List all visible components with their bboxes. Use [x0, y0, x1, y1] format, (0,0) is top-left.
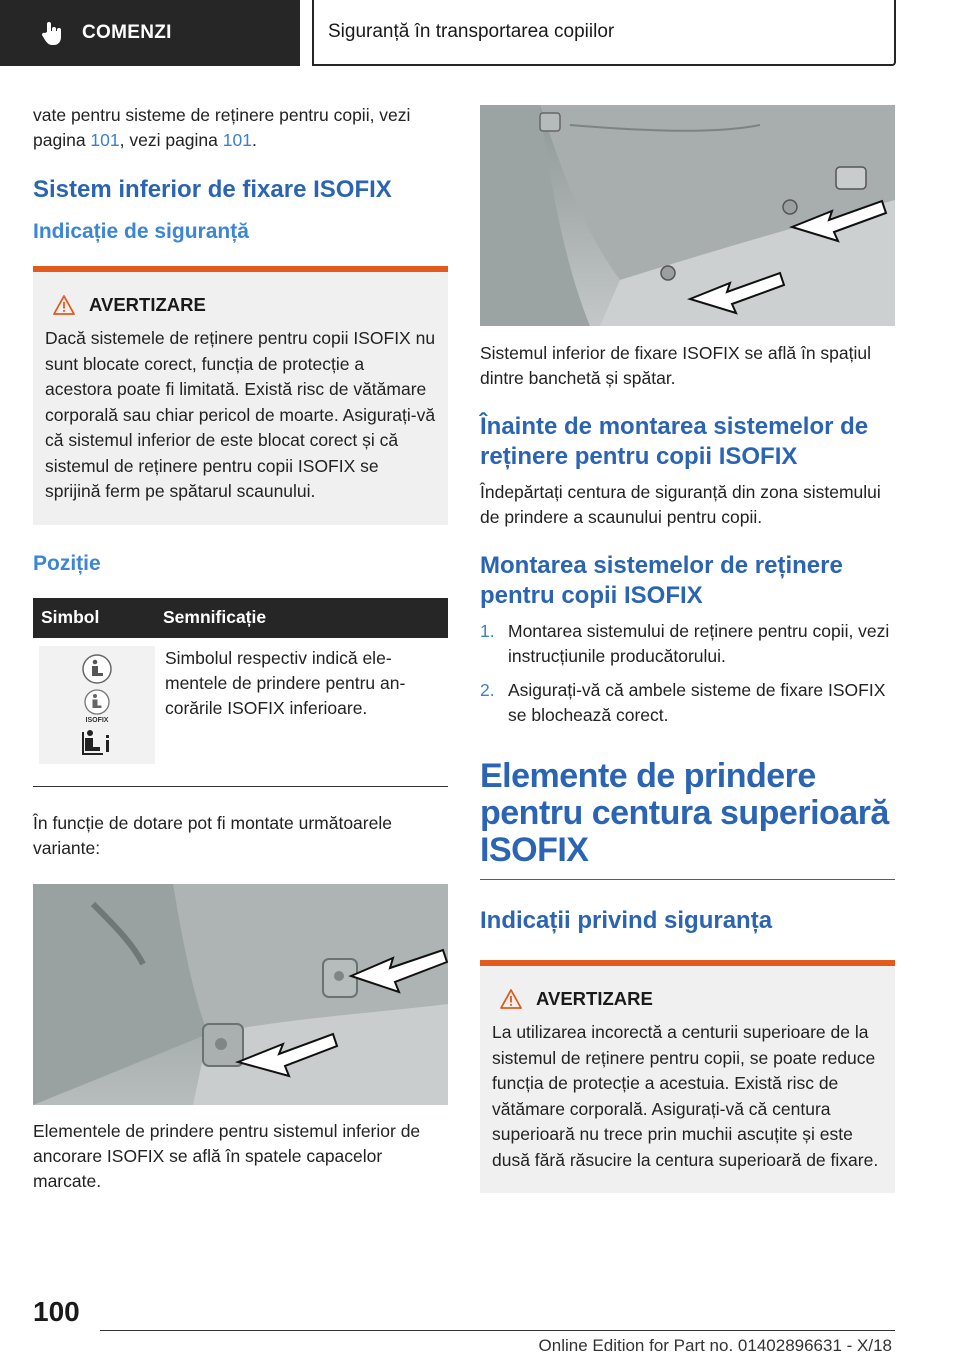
chapter-title: Siguranță în transportarea copiilor	[328, 21, 615, 42]
warning-title: AVERTIZARE	[53, 294, 436, 316]
footer-divider	[100, 1330, 895, 1331]
list-item: 1. Montarea sistemului de reținere pentru copii, vezi instrucțiunile producătorului.	[480, 621, 890, 666]
section-tab[interactable]	[0, 0, 300, 66]
heading-isofix-lower: Sistem inferior de fixare ISOFIX	[33, 176, 392, 203]
isofix-round-icon	[81, 653, 113, 685]
heading-mounting: Montarea sistemelor de reținere pentru copii ISOFIX	[480, 552, 843, 609]
right-column	[480, 105, 895, 1193]
heading-safety-notes: Indicații privind siguranța	[480, 907, 773, 934]
table-header-meaning: Semnificație	[155, 598, 448, 638]
hand-pointer-icon	[38, 19, 66, 47]
heading-position: Poziție	[33, 551, 101, 575]
table-header-symbol: Simbol	[33, 598, 155, 638]
page-link[interactable]: 101	[90, 130, 120, 150]
isofix-info-icon	[81, 728, 113, 756]
symbol-description: Simbolul respectiv indică elementele de prindere pentru ancorările ISOFIX inferioare.	[165, 647, 406, 718]
isofix-symbols	[39, 646, 155, 764]
page-header	[0, 0, 960, 66]
heading-before-mounting: Înainte de montarea sistemelor de reținere pentru copii ISOFIX	[480, 413, 869, 470]
intro-paragraph: vate pentru sisteme de reținere pentru copii, vezi pagina 101, vezi pagina 101.	[33, 105, 411, 150]
isofix-gap-photo	[480, 105, 895, 326]
isofix-seat-icon	[83, 688, 111, 716]
warning-text: La utilizarea incorectă a centurii superioare de la sistemul de reținere pentru copii, se poate reduce funcția de protecție a acestuia. Există risc de vătămare corporală. Asigurați-vă că centura superioară nu trece prin muchii ascuțite și este dusă fără răsucire la centura superioară de fixare.	[492, 1022, 879, 1170]
isofix-covers-photo	[33, 884, 448, 1105]
table-row	[33, 638, 448, 774]
left-column	[33, 100, 448, 1194]
section-title: COMENZI	[82, 22, 172, 43]
variants-paragraph: În funcție de dotare pot fi montate următoarele variante:	[33, 812, 392, 858]
isofix-label: ISOFIX	[85, 717, 109, 725]
covers-caption: Elementele de prindere pentru sistemul inferior de ancorare ISOFIX se află în spatele capacelor marcate.	[33, 1120, 421, 1191]
warning-text: Dacă sistemele de reținere pentru copii ISOFIX nu sunt blocate corect, funcția de protecție a acestora poate fi limitată. Există risc de vătămare corporală sau chiar pericol de moarte. Asigurați-vă că sistemul inferior de este blocat corect și că sistemul de reținere pentru copii ISOFIX se sprijină ferm pe spătarul scaunului.	[45, 328, 436, 501]
symbol-table	[33, 598, 448, 774]
table-divider	[33, 786, 448, 787]
page-link[interactable]: 101	[222, 130, 252, 150]
heading-top-tether: Elemente de prindere pentru centura superioară ISOFIX	[480, 757, 889, 869]
warning-triangle-icon	[500, 989, 522, 1009]
heading-safety-note: Indicație de siguranță	[33, 220, 249, 243]
warning-title: AVERTIZARE	[500, 988, 883, 1010]
mounting-steps	[480, 619, 895, 728]
gap-caption: Sistemul inferior de fixare ISOFIX se află în spațiul dintre banchetă și spătar.	[480, 343, 871, 388]
warning-box	[33, 266, 448, 525]
list-item: 2. Asigurați-vă că ambele sisteme de fixare ISOFIX se blochează corect.	[480, 680, 886, 725]
warning-triangle-icon	[53, 295, 75, 315]
heading-underline	[480, 879, 895, 880]
edition-info: Online Edition for Part no. 01402896631 - X/18	[538, 1336, 892, 1355]
chapter-tab[interactable]	[312, 0, 896, 66]
before-paragraph: Îndepărtați centura de siguranță din zona sistemului de prindere a scaunului pentru copii.	[480, 482, 881, 527]
page-number: 100	[33, 1296, 80, 1327]
warning-box	[480, 960, 895, 1193]
